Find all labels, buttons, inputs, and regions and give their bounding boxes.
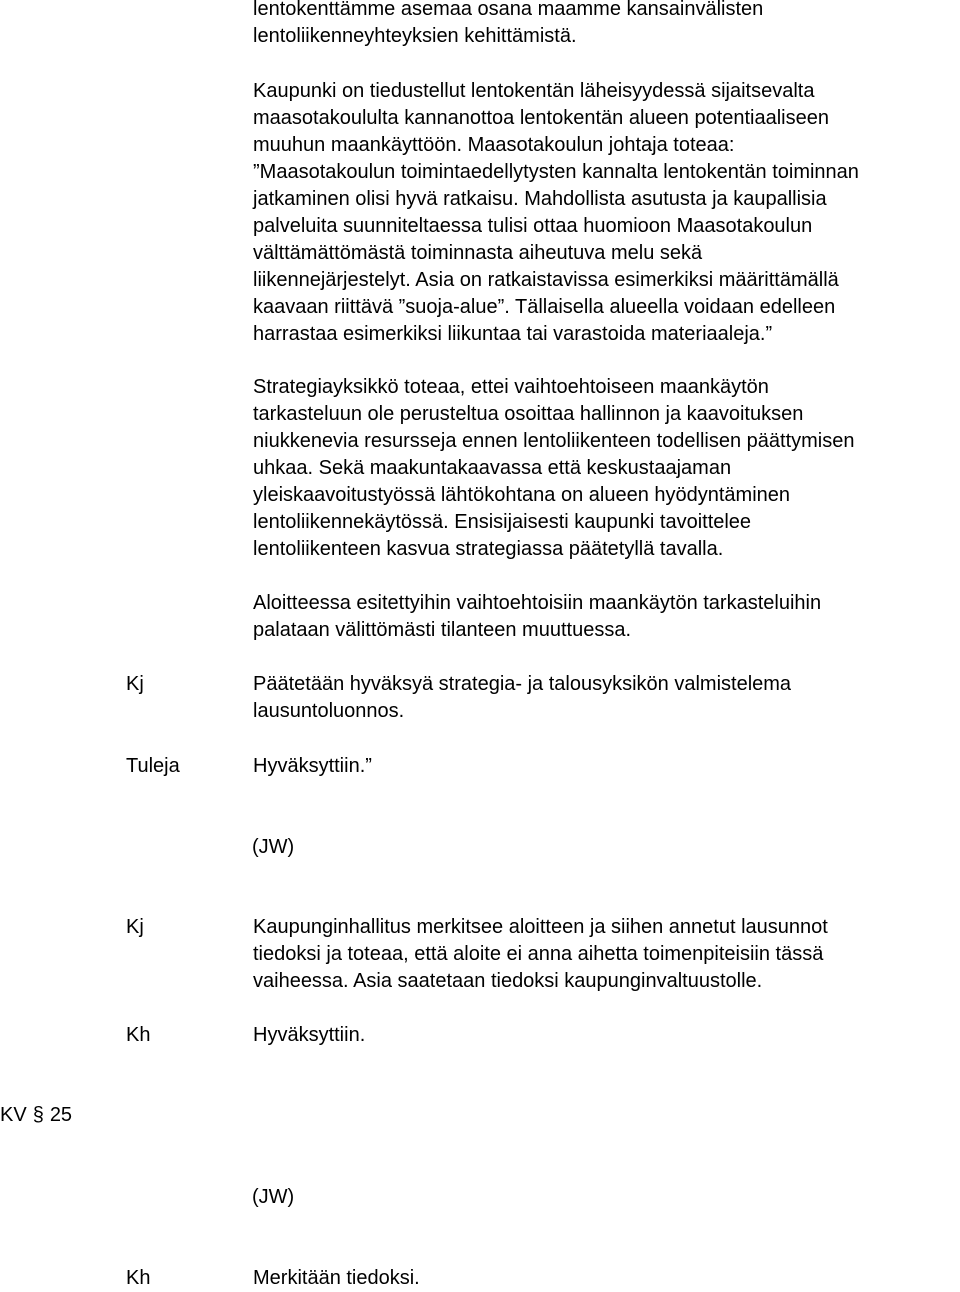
text-line: Strategiayksikkö toteaa, ettei vaihtoehtoiseen maankäytön — [253, 376, 769, 398]
text-line: palataan välittömästi tilanteen muuttuessa. — [253, 619, 631, 641]
text-line: lentoliikenneyhteyksien kehittämistä. — [253, 25, 577, 47]
text-line: kaavaan riittävä ”suoja-alue”. Tällaisella alueella voidaan edelleen — [253, 296, 836, 318]
paragraph-intro — [253, 0, 959, 50]
text-line: välttämättömästä toiminnasta aiheutuva melu sekä — [253, 242, 703, 264]
text-line: niukkenevia resursseja ennen lentoliikenteen todellisen päättymisen — [253, 430, 855, 452]
text-line: lentoliikennekäytössä. Ensisijaisesti kaupunki tavoittelee — [253, 511, 752, 533]
text-line: lentoliikenteen kasvua strategiassa päätetyllä tavalla. — [253, 538, 724, 560]
section-prefix: KV — [0, 1104, 27, 1126]
decision-1-label: Kj — [126, 673, 144, 695]
decision-2-label: Kj — [126, 916, 144, 938]
result-3-label: Kh — [126, 1267, 151, 1289]
text-line: liikennejärjestelyt. Asia on ratkaistavissa esimerkiksi määrittämällä — [253, 269, 839, 291]
text-line: maasotakoululta kannanottoa lentokentän alueen potentiaaliseen — [253, 107, 829, 129]
text-line: palveluita suunniteltaessa tulisi ottaa huomioon Maasotakoulun — [253, 215, 813, 237]
result-1-label: Tuleja — [126, 755, 180, 777]
result-2-text — [253, 1022, 959, 1049]
section-number: 25 — [49, 1104, 73, 1126]
text-line: harrastaa esimerkiksi liikuntaa tai varastoida materiaaleja.” — [253, 323, 773, 345]
paragraph-school-statement — [253, 78, 959, 348]
text-line: tiedoksi ja toteaa, että aloite ei anna aihetta toimenpiteisiin tässä — [253, 943, 824, 965]
text-line: lausuntoluonnos. — [253, 700, 405, 722]
text-line: yleiskaavoitustyössä lähtökohtana on alueen hyödyntäminen — [253, 484, 791, 506]
text-line: Kaupunki on tiedustellut lentokentän läheisyydessä sijaitsevalta — [253, 80, 815, 102]
result-1-text — [253, 753, 959, 780]
initials-note-1: (JW) — [252, 836, 295, 858]
text-line: muuhun maankäyttöön. Maasotakoulun johtaja toteaa: — [253, 134, 735, 156]
initials-note-2: (JW) — [252, 1186, 295, 1208]
text-line: tarkasteluun ole perusteltua osoittaa hallinnon ja kaavoituksen — [253, 403, 804, 425]
text-line: Päätetään hyväksyä strategia- ja talousyksikön valmistelema — [253, 673, 792, 695]
text-line: jatkaminen olisi hyvä ratkaisu. Mahdollista asutusta ja kaupallisia — [253, 188, 827, 210]
decision-2-text — [253, 914, 959, 995]
text-line: vaiheessa. Asia saatetaan tiedoksi kaupunginvaltuustolle. — [253, 970, 763, 992]
result-2-label: Kh — [126, 1024, 151, 1046]
paragraph-return-note — [253, 590, 959, 644]
text-line: Kaupunginhallitus merkitsee aloitteen ja siihen annetut lausunnot — [253, 916, 828, 938]
text-line: Merkitään tiedoksi. — [253, 1267, 420, 1289]
section-heading — [0, 1102, 72, 1129]
text-line: ”Maasotakoulun toimintaedellytysten kannalta lentokentän toiminnan — [253, 161, 859, 183]
section-symbol: § — [32, 1104, 44, 1126]
result-3-text — [253, 1265, 959, 1292]
text-line: Hyväksyttiin. — [253, 1024, 366, 1046]
text-line: Aloitteessa esitettyihin vaihtoehtoisiin maankäytön tarkasteluihin — [253, 592, 822, 614]
text-line: uhkaa. Sekä maakuntakaavassa että keskustaajaman — [253, 457, 732, 479]
text-line: Hyväksyttiin.” — [253, 755, 372, 777]
text-line: lentokenttämme asemaa osana maamme kansainvälisten — [253, 0, 764, 20]
decision-1-text — [253, 671, 959, 725]
paragraph-strategy-statement — [253, 374, 959, 563]
